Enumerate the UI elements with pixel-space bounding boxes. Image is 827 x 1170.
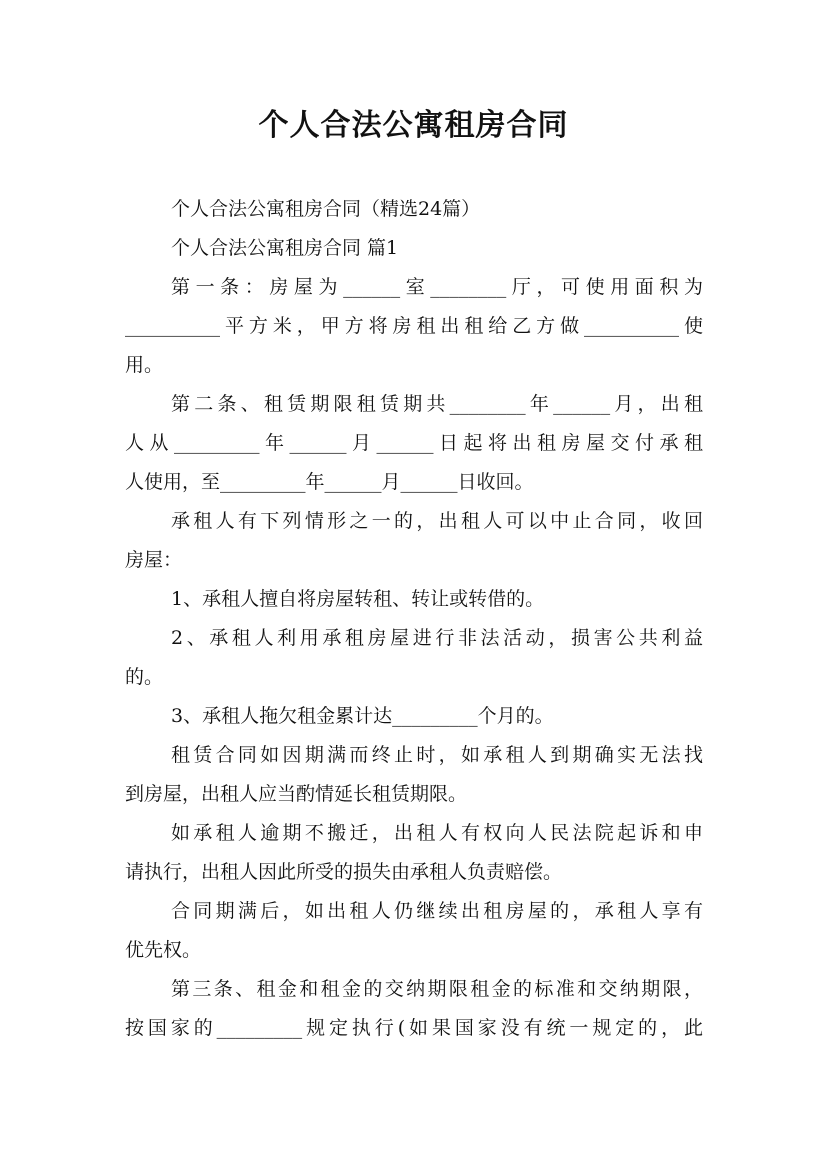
paragraph-line: 如承租人逾期不搬迁，出租人有权向人民法院起诉和申 — [171, 822, 703, 844]
paragraph-line: 第一条：房屋为______室________厅，可使用面积为 — [171, 276, 703, 298]
paragraph-line: 人使用，至_________年______月______日收回。 — [125, 471, 534, 493]
paragraph-line: 个人合法公寓租房合同 篇1 — [171, 237, 399, 259]
document-title: 个人合法公寓租房合同 — [258, 108, 569, 143]
paragraph-line: 第三条、租金和租金的交纳期限租金的标准和交纳期限， — [171, 978, 703, 1000]
paragraph-line: 请执行，出租人因此所受的损失由承租人负责赔偿。 — [125, 861, 563, 883]
paragraph-line: 按国家的_________规定执行(如果国家没有统一规定的，此 — [125, 1017, 703, 1039]
paragraph-line: 房屋： — [125, 549, 183, 571]
paragraph-line: 到房屋，出租人应当酌情延长租赁期限。 — [125, 783, 468, 805]
paragraph-line: 合同期满后，如出租人仍继续出租房屋的，承租人享有 — [171, 900, 703, 922]
paragraph-line: __________平方米，甲方将房租出租给乙方做__________使 — [125, 315, 703, 337]
paragraph-line: 的。 — [125, 666, 164, 688]
paragraph-line: 1、承租人擅自将房屋转租、转让或转借的。 — [171, 588, 545, 610]
document-body — [125, 190, 703, 1048]
paragraph-line: 3、承租人拖欠租金累计达_________个月的。 — [171, 705, 554, 727]
paragraph-line: 个人合法公寓租房合同（精选24篇） — [171, 198, 481, 220]
paragraph-line: 优先权。 — [125, 939, 202, 961]
paragraph-line: 承租人有下列情形之一的，出租人可以中止合同，收回 — [171, 510, 703, 532]
paragraph-line: 用。 — [125, 354, 164, 376]
paragraph-line: 2、承租人利用承租房屋进行非法活动，损害公共利益 — [171, 627, 703, 649]
paragraph-line: 人从_________年______月______日起将出租房屋交付承租 — [125, 432, 703, 454]
paragraph-line: 租赁合同如因期满而终止时，如承租人到期确实无法找 — [171, 744, 703, 766]
paragraph-line: 第二条、租赁期限租赁期共________年______月，出租 — [171, 393, 703, 415]
